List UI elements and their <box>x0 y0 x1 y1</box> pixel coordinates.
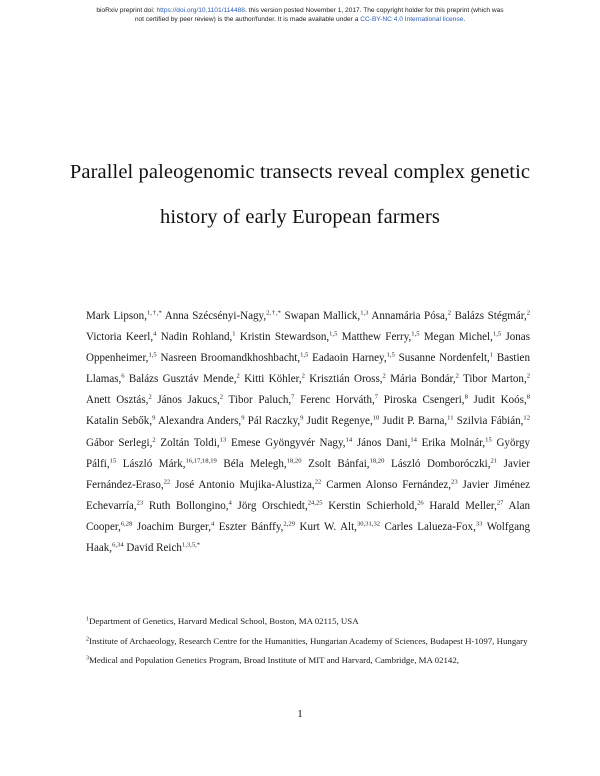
author <box>165 310 281 322</box>
author <box>86 437 156 449</box>
author-name: Javier Fernández-Eraso, <box>86 457 531 491</box>
author-name: Ferenc Horváth, <box>300 394 375 407</box>
author-name: Kerstin Schierhold, <box>328 499 418 512</box>
author <box>86 415 155 427</box>
author <box>86 331 156 343</box>
author-name: János Jakucs, <box>157 394 220 407</box>
author-name: Anett Osztás, <box>86 394 149 407</box>
doi-link[interactable]: https://doi.org/10.1101/114488 <box>156 7 245 14</box>
author-name: Kitti Köhler, <box>244 373 302 386</box>
author-name: Emese Gyöngyvér Nagy, <box>230 436 346 449</box>
author <box>342 331 420 343</box>
author-affiliation-marker: 2 <box>301 372 305 380</box>
author-affiliation-marker: 26 <box>417 499 424 507</box>
author <box>455 310 530 322</box>
author-name: János Dani, <box>356 436 411 449</box>
author-affiliation-marker: 13 <box>219 436 227 444</box>
author-affiliation-marker: 2,†,* <box>266 309 281 317</box>
author-affiliation-marker: 1,†,* <box>146 309 162 317</box>
author-affiliation-marker: 23 <box>451 478 458 486</box>
author-affiliation-marker: 2 <box>526 372 530 380</box>
author <box>422 437 492 449</box>
author-affiliation-marker: 1,5 <box>300 351 309 359</box>
author-affiliation-marker: 21 <box>490 457 498 465</box>
author <box>300 394 378 406</box>
author-affiliation-marker: 2 <box>455 372 459 380</box>
author <box>391 458 497 470</box>
author-name: László Márk, <box>122 457 186 470</box>
author-affiliation-marker: 1 <box>232 330 236 338</box>
author <box>371 310 451 322</box>
author-name: Krisztián Oross, <box>309 373 383 386</box>
author <box>219 521 295 533</box>
author <box>357 437 417 449</box>
author-name: Annamária Pósa, <box>371 310 448 322</box>
author <box>248 415 304 427</box>
author-affiliation-marker: 6,28 <box>120 520 133 528</box>
author-affiliation-marker: 6,34 <box>112 541 124 549</box>
author <box>312 352 395 364</box>
notice-text: . <box>463 15 466 23</box>
affiliation-number: 2 <box>86 636 89 642</box>
author-affiliation-marker: 1,5 <box>329 330 338 338</box>
author-affiliation-marker: 16,17,18,19 <box>185 457 217 465</box>
author <box>424 331 501 343</box>
author-name: Mária Bondár, <box>390 373 456 386</box>
author-affiliation-marker: 15 <box>109 457 117 465</box>
author-affiliation-marker: 18,20 <box>369 457 385 465</box>
author <box>157 394 223 406</box>
author-affiliation-marker: 27 <box>496 499 504 507</box>
author-affiliation-marker: 2 <box>219 393 224 401</box>
author <box>123 458 217 470</box>
author-name: Judit P. Barna, <box>382 415 448 428</box>
author-affiliation-marker: 4 <box>228 499 232 507</box>
author-name: Joachim Burger, <box>136 520 211 533</box>
author-affiliation-marker: 7 <box>291 393 295 401</box>
author-affiliation-marker: 7 <box>374 393 379 401</box>
author-affiliation-marker: 1,5 <box>411 330 420 338</box>
author-affiliation-marker: 22 <box>163 478 171 486</box>
author-affiliation-marker: 12 <box>523 414 531 422</box>
author-name: László Domboróczki, <box>390 457 491 470</box>
paper-title <box>0 150 600 240</box>
author-name: Harald Meller, <box>429 499 497 512</box>
author <box>463 373 530 385</box>
author-name: Carmen Alonso Fernández, <box>326 478 452 491</box>
author-name: Tibor Marton, <box>462 373 527 386</box>
author-affiliation-marker: 1,5 <box>492 330 502 338</box>
author-name: Erika Molnár, <box>421 436 486 449</box>
author <box>399 352 493 364</box>
author-name: Wolfgang Haak, <box>86 520 531 555</box>
author-name: Eadaoin Harney, <box>312 352 387 365</box>
author <box>328 500 423 512</box>
author-name: Judit Koós, <box>473 394 527 407</box>
author-name: Victoria Keerl, <box>86 331 154 344</box>
author-name: Susanne Nordenfelt, <box>398 352 490 365</box>
author <box>383 415 454 427</box>
author <box>229 394 295 406</box>
author-name: Jörg Orschiedt, <box>237 499 308 512</box>
notice-text: bioRxiv preprint doi: <box>96 7 157 14</box>
author-name: Swapan Mallick, <box>284 310 361 322</box>
notice-text: . this version posted November 1, 2017. The copyright holder for this preprint (which was <box>244 7 504 14</box>
author <box>86 394 152 406</box>
affiliation-list <box>86 612 530 671</box>
author-name: Balázs Stégmár, <box>454 310 527 322</box>
author <box>240 331 338 343</box>
affiliation-number: 3 <box>86 655 89 662</box>
author-affiliation-marker: 2 <box>382 372 386 380</box>
author-affiliation-marker: 2,29 <box>283 520 295 528</box>
author-affiliation-marker: 2 <box>236 372 240 380</box>
author <box>385 521 483 533</box>
author <box>390 373 459 385</box>
author-affiliation-marker: 30,31,32 <box>356 520 381 528</box>
author <box>137 521 214 533</box>
preprint-notice-line-2 <box>0 16 600 25</box>
affiliation-text: Department of Genetics, Harvard Medical School, Boston, MA 02115, USA <box>89 616 359 626</box>
author <box>474 394 531 406</box>
author <box>309 373 386 385</box>
author <box>231 437 352 449</box>
author-name: Szilvia Fábián, <box>456 415 524 428</box>
author-affiliation-marker: 2 <box>447 309 451 317</box>
author-affiliation-marker: 1,5 <box>148 351 157 359</box>
author <box>429 500 503 512</box>
author <box>160 352 308 364</box>
author-affiliation-marker: 22 <box>314 478 322 486</box>
author <box>384 394 468 406</box>
author <box>160 437 226 449</box>
author-affiliation-marker: 11 <box>447 414 454 422</box>
author-name: Jonas Oppenheimer, <box>86 331 531 365</box>
author-affiliation-marker: 1,3,5,* <box>181 541 201 549</box>
preprint-notice-line-1 <box>0 7 600 16</box>
author <box>308 458 384 470</box>
author-affiliation-marker: 10 <box>372 414 380 422</box>
author <box>326 479 457 491</box>
author <box>175 479 321 491</box>
author-affiliation-marker: 2 <box>526 309 531 317</box>
author-name: David Reich <box>126 542 182 555</box>
affiliation <box>86 651 530 671</box>
author <box>307 415 380 427</box>
author-affiliation-marker: 4 <box>211 520 215 528</box>
license-link[interactable]: CC-BY-NC 4.0 International license <box>360 15 464 23</box>
author-affiliation-marker: 9 <box>300 414 304 422</box>
author-affiliation-marker: 1 <box>489 351 494 359</box>
author-name: Anna Szécsényi-Nagy, <box>164 310 267 322</box>
author <box>129 373 240 385</box>
author-name: Nasreen Broomandkhoshbacht, <box>160 352 301 365</box>
author-name: Pál Raczky, <box>247 415 301 428</box>
author-affiliation-marker: 8 <box>464 393 468 401</box>
author <box>161 331 236 343</box>
author-name: Gábor Serlegi, <box>86 436 153 449</box>
author-name: Kristin Stewardson, <box>239 331 330 344</box>
author-name: Carles Lalueza-Fox, <box>384 520 476 533</box>
author-affiliation-marker: 1,3 <box>360 309 369 317</box>
author-name: Matthew Ferry, <box>341 331 412 344</box>
title-line-1: Parallel paleogenomic transects reveal complex genetic <box>69 161 531 183</box>
author-affiliation-marker: 15 <box>485 436 492 444</box>
author-affiliation-marker: 4 <box>153 330 157 338</box>
author-affiliation-marker: 2 <box>152 436 156 444</box>
author-affiliation-marker: 14 <box>410 436 417 444</box>
preprint-notice <box>0 7 600 24</box>
affiliation <box>86 612 530 632</box>
author-affiliation-marker: 24,25 <box>307 499 323 507</box>
author-name: Javier Jiménez Echevarría, <box>86 478 531 512</box>
author <box>457 415 530 427</box>
author-affiliation-marker: 23 <box>136 499 144 507</box>
author-name: György Pálfi, <box>86 436 531 470</box>
author-affiliation-marker: 2 <box>148 393 152 401</box>
notice-text: not certified by peer review) is the author/funder. It is made available under a <box>134 15 361 23</box>
author <box>149 500 232 512</box>
author-name: Mark Lipson, <box>86 310 147 322</box>
author-affiliation-marker: 14 <box>345 436 353 444</box>
title-line-2: history of early European farmers <box>160 206 440 228</box>
author-name: Nadin Rohland, <box>160 331 233 344</box>
author <box>244 373 305 385</box>
author-name: Zsolt Bánfai, <box>308 457 370 470</box>
author-name: José Antonio Mujika-Alustiza, <box>175 478 315 491</box>
author <box>285 310 369 322</box>
affiliation-text: Medical and Population Genetics Program, Broad Institute of MIT and Harvard, Cambridge, MA 02142, <box>89 655 459 665</box>
author-name: Tibor Paluch, <box>228 394 292 407</box>
author-name: Zoltán Toldi, <box>160 436 220 449</box>
author-name: Eszter Bánffy, <box>218 520 284 533</box>
author <box>126 542 200 554</box>
author-list <box>86 306 530 559</box>
author <box>238 500 323 512</box>
author <box>223 458 301 470</box>
author-name: Ruth Bollongino, <box>148 499 229 512</box>
author-name: Kurt W. Alt, <box>299 520 357 533</box>
author-name: Megan Michel, <box>423 331 493 344</box>
author-affiliation-marker: 9 <box>152 414 156 422</box>
author-affiliation-marker: 8 <box>526 393 531 401</box>
author-affiliation-marker: 18,20 <box>286 457 302 465</box>
author <box>299 521 380 533</box>
author-name: Bastien Llamas, <box>86 352 530 386</box>
author-affiliation-marker: 33 <box>475 520 483 528</box>
author-name: Judit Regenye, <box>306 415 373 428</box>
author-name: Balázs Gusztáv Mende, <box>128 373 237 386</box>
author <box>86 310 162 322</box>
author-name: Katalin Sebők, <box>86 415 153 428</box>
author-name: Béla Melegh, <box>223 457 287 470</box>
author-name: Alexandra Anders, <box>157 415 242 428</box>
author-name: Piroska Csengeri, <box>383 394 465 407</box>
author-name: Alan Cooper, <box>86 499 531 533</box>
affiliation-number: 1 <box>86 616 89 623</box>
affiliation <box>86 632 530 652</box>
affiliation-text: Institute of Archaeology, Research Centre for the Humanities, Hungarian Academy of Sciences, Budapest H-1097, Hungary <box>89 635 528 646</box>
page-number: 1 <box>297 708 303 720</box>
author-affiliation-marker: 9 <box>241 414 245 422</box>
author-affiliation-marker: 6 <box>121 372 125 380</box>
author <box>158 415 245 427</box>
author-affiliation-marker: 1,5 <box>386 351 395 359</box>
